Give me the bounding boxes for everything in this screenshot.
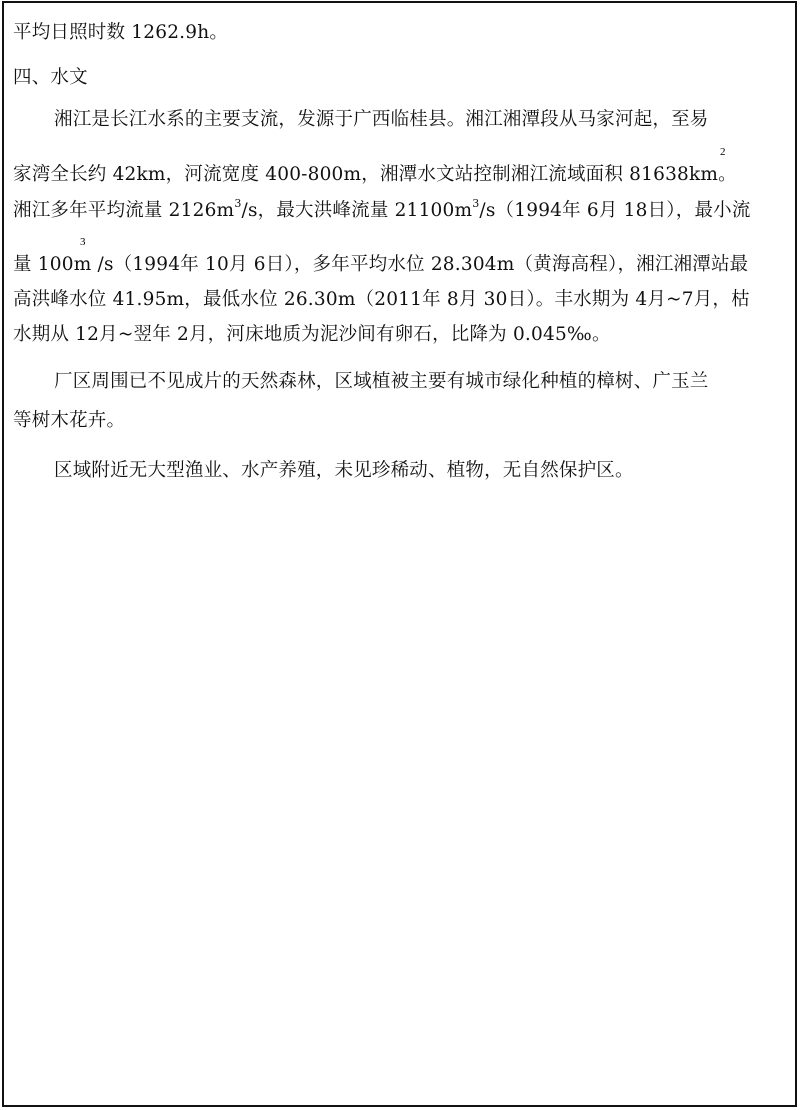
section-heading: 四、水文 [13,67,88,88]
text-line: 平均日照时数 1262.9h。 [13,22,229,43]
text-line: 厂区周围已不见成片的天然森林，区域植被主要有城市绿化种植的樟树、广玉兰 [54,371,709,392]
superscript: 3 [80,236,86,248]
text-fragment: 湘江多年平均流量 2126m [13,200,235,221]
text-line: 家湾全长约 42km，河流宽度 400-800m，湘潭水文站控制湘江流域面积 81638km。 [13,164,737,185]
superscript: 3 [472,197,480,210]
text-line: 量 100m /s（1994年 10月 6日），多年平均水位 28.304m（黄海高程），湘江湘潭站最 [13,254,749,275]
superscript: 2 [720,146,726,158]
superscript: 3 [234,197,242,210]
text-line: 水期从 12月~翌年 2月，河床地质为泥沙间有卵石，比降为 0.045‰。 [13,324,611,345]
text-line: 高洪峰水位 41.95m，最低水位 26.30m（2011年 8月 30日）。丰水期为 4月~7月，枯 [13,289,750,310]
text-line: 区域附近无大型渔业、水产养殖，未见珍稀动、植物，无自然保护区。 [54,460,634,481]
text-line: 等树木花卉。 [13,410,126,431]
text-fragment: /s（1994年 6月 18日），最小流 [479,200,751,221]
text-fragment: /s，最大洪峰流量 21100m [241,200,473,221]
text-line: 湘江是长江水系的主要支流，发源于广西临桂县。湘江湘潭段从马家河起，至易 [54,109,709,130]
text-line [0,196,800,222]
